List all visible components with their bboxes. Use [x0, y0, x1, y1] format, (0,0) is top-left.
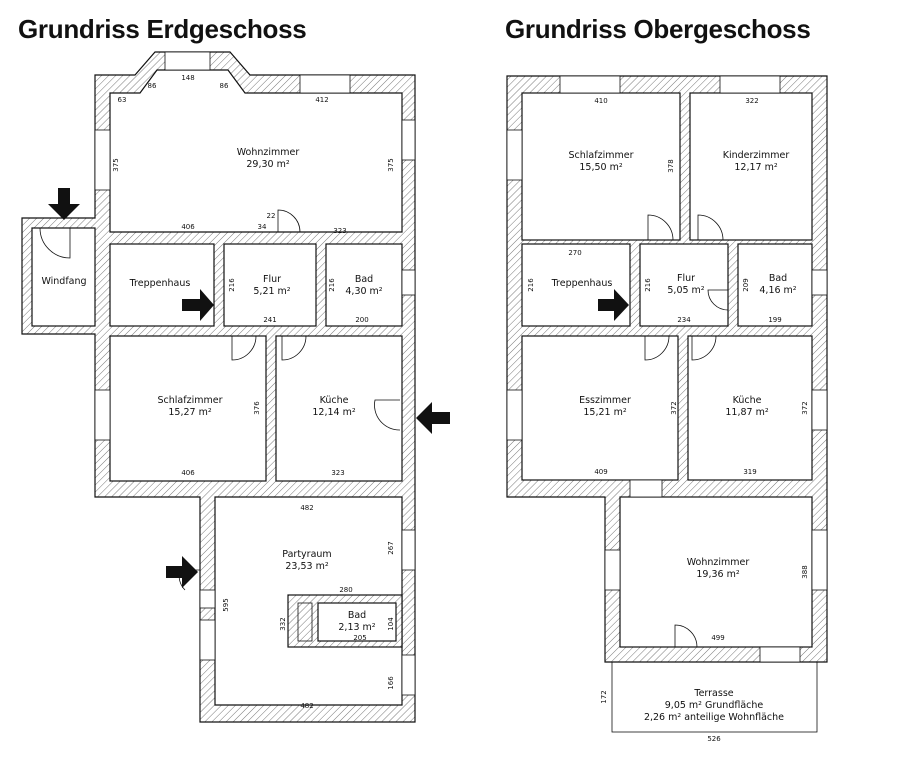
og-dim: 319	[743, 468, 757, 476]
eg-label-windfang: Windfang	[41, 276, 87, 287]
og-area-schlafzimmer: 15,50 m²	[579, 162, 623, 173]
eg-area-partyraum: 23,53 m²	[285, 561, 329, 572]
eg-dim: 86	[147, 82, 157, 90]
og-dim: 322	[745, 97, 759, 105]
og-area-kinderzimmer: 12,17 m²	[734, 162, 778, 173]
eg-dim: 216	[328, 278, 336, 292]
eg-party-arrow-icon	[166, 556, 198, 588]
og-window	[812, 390, 827, 430]
eg-dim: 376	[253, 401, 261, 415]
eg-dim: 166	[387, 676, 395, 690]
eg-window	[95, 130, 110, 190]
eg-window	[402, 530, 415, 570]
og-window	[812, 270, 827, 295]
eg-dim: 323	[333, 227, 347, 235]
eg-dim: 241	[263, 316, 277, 324]
og-dim: 388	[801, 565, 809, 579]
eg-dim: 375	[112, 158, 120, 172]
og-window	[605, 550, 620, 590]
og-dim: 409	[594, 468, 608, 476]
eg-label-partyraum: Partyraum	[282, 549, 332, 560]
eg-label-wohnzimmer: Wohnzimmer	[236, 147, 300, 158]
eg-label-treppenhaus: Treppenhaus	[129, 278, 191, 289]
og-dim: 216	[527, 278, 535, 292]
og-label-schlafzimmer: Schlafzimmer	[568, 150, 634, 161]
eg-dim: 412	[315, 96, 329, 104]
eg-label-schlafzimmer: Schlafzimmer	[157, 395, 223, 406]
eg-dim: 86	[219, 82, 229, 90]
og-dim: 378	[667, 159, 675, 173]
eg-dim: 323	[331, 469, 345, 477]
eg-label-bad: Bad	[354, 274, 374, 285]
eg-window	[300, 75, 350, 93]
og-area-wohnzimmer: 19,36 m²	[696, 569, 740, 580]
title-obergeschoss: Grundriss Obergeschoss	[505, 14, 811, 44]
og-dim: 270	[568, 249, 582, 257]
og-label-terrasse: Terrasse	[694, 688, 734, 699]
eg-area-schlafzimmer: 15,27 m²	[168, 407, 212, 418]
og-dim: 372	[801, 401, 809, 415]
og-area-esszimmer: 15,21 m²	[583, 407, 627, 418]
eg-label-kueche: Küche	[319, 395, 349, 406]
og-window	[630, 480, 662, 497]
og-dim: 410	[594, 97, 608, 105]
eg-dim: 406	[181, 223, 195, 231]
eg-kitchen-arrow-icon	[416, 402, 450, 434]
eg-dim: 148	[181, 74, 195, 82]
eg-dim: 332	[279, 617, 287, 631]
eg-entry-arrow-icon	[48, 188, 80, 220]
eg-window	[402, 655, 415, 695]
eg-window	[402, 270, 415, 295]
eg-window	[402, 120, 415, 160]
eg-area-wohnzimmer: 29,30 m²	[246, 159, 290, 170]
og-label-bad: Bad	[768, 273, 788, 284]
eg-dim: 595	[222, 598, 230, 612]
og-window	[760, 647, 800, 662]
og-dim: 209	[742, 278, 750, 292]
eg-dim: 216	[228, 278, 236, 292]
eg-dim: 482	[300, 702, 314, 710]
eg-dim: 267	[387, 541, 395, 555]
eg-dim: 375	[387, 158, 395, 172]
og-dim: 526	[707, 735, 721, 743]
og-dim: 372	[670, 401, 678, 415]
og-label-kueche: Küche	[732, 395, 762, 406]
og-label-esszimmer: Esszimmer	[579, 395, 631, 406]
og-dim: 216	[644, 278, 652, 292]
eg-window	[200, 620, 215, 660]
og-area-bad: 4,16 m²	[759, 285, 797, 296]
og-window	[560, 76, 620, 93]
og-terrasse-line1: 9,05 m² Grundfläche	[664, 700, 764, 711]
og-label-treppenhaus: Treppenhaus	[551, 278, 613, 289]
og-dim: 199	[768, 316, 782, 324]
og-window	[507, 390, 522, 440]
plan-obergeschoss	[507, 76, 827, 743]
eg-dim: 34	[257, 223, 267, 231]
eg-area-flur: 5,21 m²	[253, 286, 291, 297]
og-window	[720, 76, 780, 93]
eg-dim: 104	[387, 617, 395, 631]
plan-erdgeschoss	[22, 52, 450, 722]
og-dim: 499	[711, 634, 725, 642]
eg-dim: 205	[353, 634, 367, 642]
eg-label-flur: Flur	[262, 274, 282, 285]
eg-window	[165, 52, 210, 70]
og-area-flur: 5,05 m²	[667, 285, 705, 296]
title-erdgeschoss: Grundriss Erdgeschoss	[18, 14, 307, 44]
eg-dim: 482	[300, 504, 314, 512]
og-window	[812, 530, 827, 590]
eg-window	[95, 390, 110, 440]
og-terrasse-line2: 2,26 m² anteilige Wohnfläche	[643, 712, 785, 723]
eg-dim: 406	[181, 469, 195, 477]
og-area-kueche: 11,87 m²	[725, 407, 769, 418]
eg-label-bad2: Bad	[347, 610, 367, 621]
eg-dim: 63	[117, 96, 127, 104]
og-label-flur: Flur	[676, 273, 696, 284]
eg-window	[200, 590, 215, 608]
eg-dim: 200	[355, 316, 369, 324]
eg-room-flur	[224, 244, 316, 326]
og-dim: 234	[677, 316, 691, 324]
eg-area-bad: 4,30 m²	[345, 286, 383, 297]
eg-dim: 280	[339, 586, 353, 594]
eg-area-kueche: 12,14 m²	[312, 407, 356, 418]
eg-dim: 22	[266, 212, 276, 220]
og-label-kinderzimmer: Kinderzimmer	[722, 150, 790, 161]
eg-room-bad	[326, 244, 402, 326]
og-dim: 172	[600, 690, 608, 704]
eg-area-bad2: 2,13 m²	[338, 622, 376, 633]
og-label-wohnzimmer: Wohnzimmer	[686, 557, 750, 568]
og-window	[507, 130, 522, 180]
